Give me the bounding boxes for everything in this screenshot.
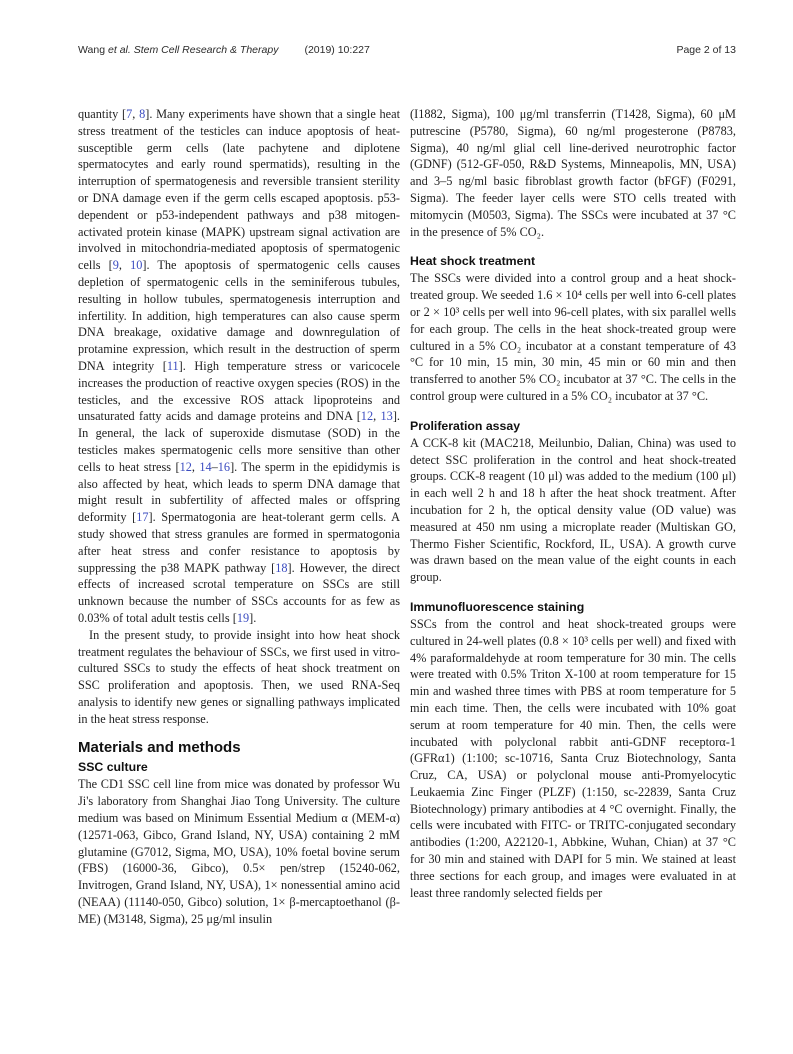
paragraph: In the present study, to provide insight into how heat shock treatment regulates the behaviour of SSCs, we first used in vitro-cultured SSCs to study the effects of heat shock treatment on SSC proliferation and apoptosis. Then, we used RNA-Seq analysis to identify new genes or signalling pathways implicated in the heat stress response. [78,627,400,726]
subsection-heading: Heat shock treatment [410,254,536,269]
citation-number: 11 [166,358,179,373]
citation-number: 17 [136,510,149,525]
column-left [78,106,400,928]
running-head [78,44,370,56]
citation-number: 9 [112,258,119,273]
page-header [78,44,736,56]
citation-number: 16 [217,459,231,474]
page-number: Page 2 of 13 [676,44,736,56]
paragraph: SSCs from the control and heat shock-treated groups were cultured in 24-well plates (0.8 × 10³ cells per well) and fixed with 4% paraformaldehyde at room temperature for 30 min. The cells were treated with 0.5% Triton X-100 at room temperature for 15 min and washed three times with PBS at room temperature for 5 min each time. Then, the cells were incubated with 10% goat serum at room temperature for 40 min. Then, the cells were incubated with polyclonal rabbit anti-GDNF receptorα-1 (GFRα1) (1:100; sc-10716, Santa Cruz Biotechnology, Santa Cruz, CA, USA) or polyclonal mouse anti-Promyelocytic Leukaemia Zinc Finger (PLZF) (1:150, sc-22839, Santa Cruz Biotechnology) primary antibodies at 4 °C overnight. Finally, the cells were incubated with FITC- or TRITC-conjugated secondary antibodies (1:200, A22120-1, Abbkine, Wuhan, Chian) at 37 °C for 30 min and stained with DAPI for 5 min. We stained at least three sections for each group, and images were evaluated in at least three randomly selected fields per [410,616,736,900]
citation-number: 13 [380,409,393,424]
paragraph: The SSCs were divided into a control group and a heat shock-treated group. We seeded 1.6 × 10⁴ cells per well into 6-cell plates or 2 × 10³ cells per well into 96-cell plates, with six parallel wells for each group. The cells in the heat shock-treated group were cultured in a 5% CO₂ incubator at a constant temperature of 43 °C for 10 min, 15 min, 30 min, 45 min or 60 min and then transferred to another 5% CO₂ incubator at 37 °C. The cells in the control group were cultured in a 5% CO₂ incubator at 37 °C. [410,271,736,403]
subsection-heading: Proliferation assay [410,418,521,433]
running-head-citation: (2019) 10:227 [304,44,370,56]
section-heading: Materials and methods [78,739,241,757]
citation-number: 7 [126,107,133,121]
citation-number: 19 [236,610,250,625]
column-right [410,106,736,928]
paragraph: quantity [7, 8]. Many experiments have shown that a single heat stress treatment of the testicles can induce apoptosis of heat-susceptible germ cells (late pachytene and diplotene spermatocytes and early round spermatids), resulting in the interruption of spermatogenesis and reversible transient sterility or DNA damage even if the germ cells escaped apoptosis. p53-dependent or p53-independent pathways and p38 mitogen-activated protein kinase (MAPK) upstream signal activation are involved in mitochondria-mediated apoptosis of spermatogenic cells [9, 10]. The apoptosis of spermatogenic cells causes depletion of spermatogenic cells in the seminiferous tubules, resulting in hollow tubules, spermatogenesis interruption and infertility. In addition, high temperatures can also cause sperm DNA breakage, oxidative damage and downregulation of protamine expression, which result in the destruction of sperm DNA integrity [11]. High temperature stress or varicocele increases the production of reactive oxygen species (ROS) in the testicles, and the excessive ROS attack lipoproteins and unsaturated fatty acids and damage proteins and DNA [12, 13]. In general, the lack of superoxide dismutase (SOD) in the testicles makes spermatogenic cells more sensitive than other cells to heat stress [12, 14–16]. The sperm in the epididymis is also affected by heat, which leads to sperm DNA damage that might result in subfertility of affected males or offspring deformity [17]. Spermatogonia are heat-tolerant germ cells. A study showed that stress granules are formed in spermatogonia after heat stress and confer resistance to apoptosis by suppressing the p38 MAPK pathway [18]. However, the direct effects of increased scrotal temperature on SSCs are still unknown because the number of SSCs accounts for as few as 0.03% of total adult testis cells [19]. [78,107,400,625]
article-body [78,106,736,928]
citation-number: 10 [130,258,143,273]
citation-number: 8 [139,107,146,121]
subsection-heading: Immunofluorescence staining [410,599,585,614]
citation-number: 14 [199,459,212,474]
running-head-journal: et al. Stem Cell Research & Therapy [108,44,279,56]
paragraph: The CD1 SSC cell line from mice was donated by professor Wu Ji's laboratory from Shanghai Jiao Tong University. The culture medium was based on Minimum Essential Medium α (MEM-α) (12571-063, Gibco, Grand Island, NY, USA) containing 2 mM glutamine (G7012, Sigma, MO, USA), 10% foetal bovine serum (FBS) (16000-36, Gibco), 0.5× pen/strep (15240-062, Invitrogen, Grand Island, NY, USA), 1× nonessential amino acid (NEAA) (11140-050, Gibco) solution, 1× β-mercaptoethanol (β-ME) (M3148, Sigma), 25 μg/ml insulin [78,777,400,926]
running-head-authors: Wang [78,44,106,56]
subsection-heading: SSC culture [78,760,148,775]
citation-number: 18 [275,560,288,575]
paragraph: (I1882, Sigma), 100 μg/ml transferrin (T1428, Sigma), 60 μM putrescine (P5780, Sigma), 60 ng/ml progesterone (P8783, Sigma), 40 ng/ml glial cell line-derived neurotrophic factor (GDNF) (512-GF-050, R&D Systems, Minneapolis, MN, USA) and 3–5 ng/ml basic fibroblast growth factor (bFGF) (F0291, Sigma). The feeder layer cells were STO cells treated with mitomycin (M0503, Sigma). The SSCs were incubated at 37 °C in the presence of 5% CO₂. [410,107,736,239]
citation-number: 12 [179,459,192,474]
paragraph: A CCK-8 kit (MAC218, Meilunbio, Dalian, China) was used to detect SSC proliferation in the control and heat shock-treated groups. CCK-8 reagent (10 μl) was added to the medium (100 μl) in each well 2 h and 18 h after the heat shock treatment. After incubation for 2 h, the optical density value (OD value) was measured at 450 nm using a microplate reader (Multiskan GO, Thermo Fisher Scientific, Rockford, IL, USA). A growth curve was drawn based on the mean value of the eight counts in each group. [410,435,736,585]
citation-number: 12 [360,409,374,424]
